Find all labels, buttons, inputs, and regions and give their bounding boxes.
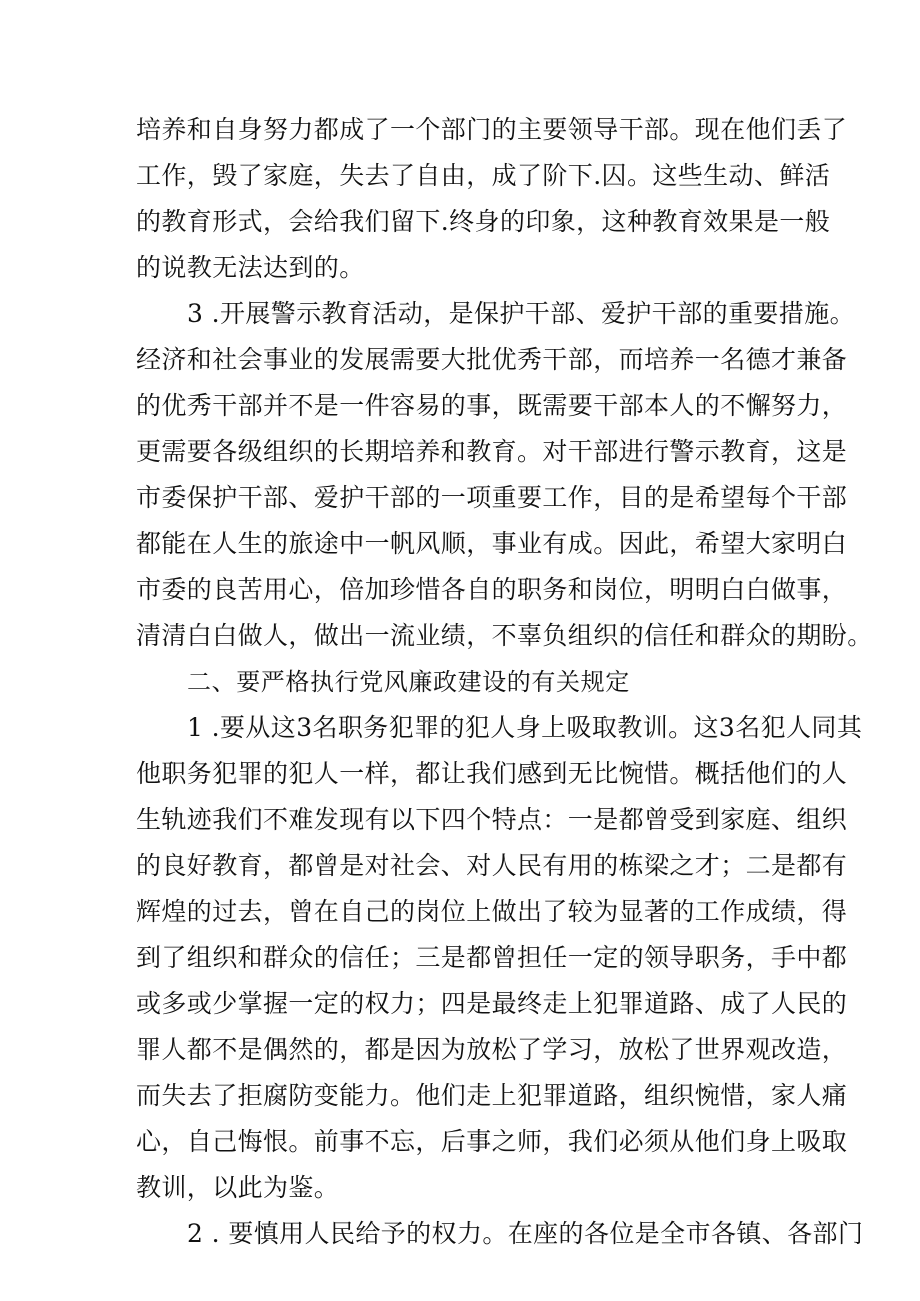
paragraph-start: 1 .要从这3名职务犯罪的犯人身上吸取教训。这3名犯人同其	[187, 713, 863, 742]
text-line: 的良好教育，都曾是对社会、对人民有用的栋梁之才；二是都有	[136, 851, 848, 880]
text-line: 市委的良苦用心，倍加珍惜各自的职务和岗位，明明白白做事，	[136, 575, 848, 604]
text-line: 清清白白做人，做出一流业绩，不辜负组织的信任和群众的期盼。	[136, 621, 873, 650]
text-line: 而失去了拒腐防变能力。他们走上犯罪道路，组织惋惜，家人痛	[136, 1081, 848, 1110]
paragraph-start: 2 . 要慎用人民给予的权力。在座的各位是全市各镇、各部门	[187, 1219, 864, 1248]
text-line: 或多或少掌握一定的权力；四是最终走上犯罪道路、成了人民的	[136, 989, 848, 1018]
text-line: 经济和社会事业的发展需要大批优秀干部，而培养一名德才兼备	[136, 345, 848, 374]
text-line: 工作，毁了家庭，失去了自由，成了阶下.囚。这些生动、鲜活	[136, 161, 831, 190]
text-line: 罪人都不是偶然的，都是因为放松了学习，放松了世界观改造，	[136, 1035, 848, 1064]
text-line: 他职务犯罪的犯人一样，都让我们感到无比惋惜。概括他们的人	[136, 759, 848, 788]
section-heading: 二、要严格执行党风廉政建设的有关规定	[187, 668, 630, 696]
text-line: 培养和自身努力都成了一个部门的主要领导干部。现在他们丢了	[136, 115, 848, 144]
text-line: 都能在人生的旅途中一帆风顺，事业有成。因此，希望大家明白	[136, 529, 848, 558]
text-line: 更需要各级组织的长期培养和教育。对干部进行警示教育，这是	[136, 437, 848, 466]
text-line: 教训，以此为鉴。	[136, 1173, 340, 1202]
text-line: 辉煌的过去，曾在自己的岗位上做出了较为显著的工作成绩，得	[136, 897, 848, 926]
text-line: 心，自己悔恨。前事不忘，后事之师，我们必须从他们身上吸取	[136, 1127, 848, 1156]
text-line: 的教育形式，会给我们留下.终身的印象，这种教育效果是一般	[136, 207, 831, 236]
text-line: 到了组织和群众的信任；三是都曾担任一定的领导职务，手中都	[136, 943, 848, 972]
text-line: 生轨迹我们不难发现有以下四个特点：一是都曾受到家庭、组织	[136, 805, 848, 834]
text-line: 的优秀干部并不是一件容易的事，既需要干部本人的不懈努力，	[136, 391, 848, 420]
paragraph-start: 3 .开展警示教育活动，是保护干部、爱护干部的重要措施。	[187, 299, 856, 328]
text-line: 的说教无法达到的。	[136, 253, 365, 282]
text-line: 市委保护干部、爱护干部的一项重要工作，目的是希望每个干部	[136, 483, 848, 512]
